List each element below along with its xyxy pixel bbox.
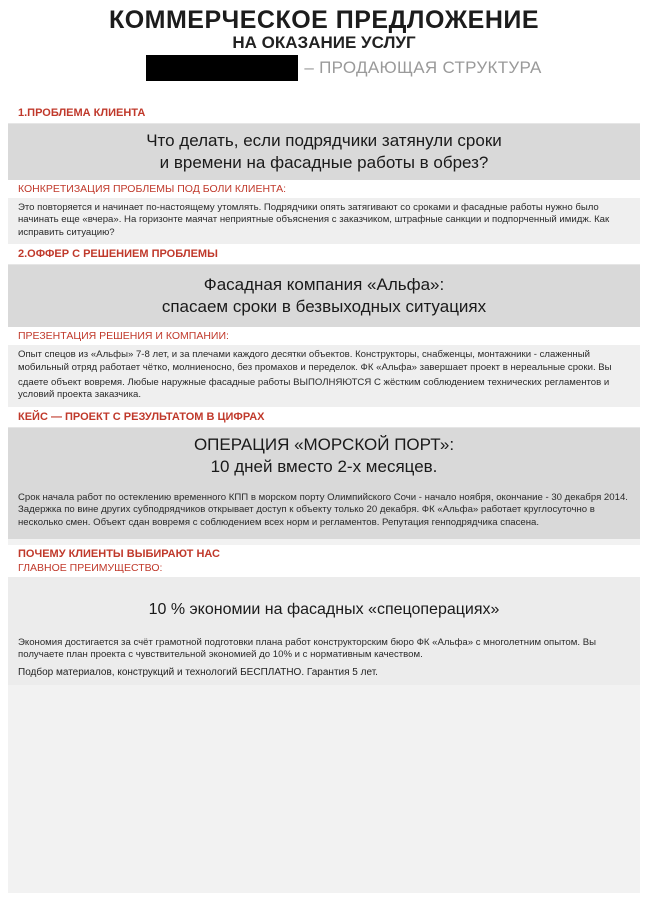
why-body: Экономия достигается за счёт грамотной подготовки плана работ конструкторским бюро ФК «Альфа» с многолетним опытом. Вы получаете план проекта с чувствительной экономией до 10% и с нормативным качеством. [18,637,596,661]
structure-text: – ПРОДАЮЩАЯ СТРУКТУРА [304,58,542,77]
headline-line: Фасадная компания «Альфа»: [203,275,445,295]
sub-title: НА ОКАЗАНИЕ УСЛУГ [232,33,416,52]
section-offer-band: 2.ОФФЕР С РЕШЕНИЕМ ПРОБЛЕМЫ [8,244,640,265]
why-footer: Подбор материалов, конструкций и технологий БЕСПЛАТНО. Гарантия 5 лет. [18,666,378,678]
main-title: КОММЕРЧЕСКОЕ ПРЕДЛОЖЕНИЕ [108,6,540,34]
section-problem-body: Это повторяется и начинает по-настоящему утомлять. Подрядчики опять затягивают со сроками и фасадные работы нужно было начинать еще «вчера». На горизонте маячат неприятные объяснения с заказчиком, штрафные санкции и подпорченный имидж. Как исправить ситуацию? [8,198,640,244]
case-body: Срок начала работ по остеклению временного КПП в морском порту Олимпийского Сочи - начало ноября, окончание - 30 декабря 2014. Задержка по вине других субподрядчиков открывает доступ к объекту только 20 декабря. ФК «Альфа» работает круглосуточно в несколько смен. Объект сдан вовремя с соблюдением всех норм и регламентов. Репутация генподрядчика спасена. [18,491,628,528]
body-paragraph: Опыт спецов из «Альфы» 7-8 лет, и за плечами каждого десятки объектов. Конструкторы, снабженцы, монтажники - слаженный мобильный отряд работает чётко, молниеносно, без промахов и переделок. ФК «Альфа» завершает проект в нереальные сроки. Вы [18,349,612,373]
section-case-band: КЕЙС — ПРОЕКТ С РЕЗУЛЬТАТОМ В ЦИФРАХ [8,407,640,428]
section-why-block [8,577,640,685]
case-subtitle: 10 дней вместо 2-х месяцев. [210,456,438,476]
structure-line [0,54,648,82]
section-offer-sublabel: ПРЕЗЕНТАЦИЯ РЕШЕНИЯ И КОМПАНИИ: [8,327,640,345]
section-problem-sublabel: КОНКРЕТИЗАЦИЯ ПРОБЛЕМЫ ПОД БОЛИ КЛИЕНТА: [8,180,640,198]
headline-line: Что делать, если подрядчики затянули сроки [146,131,502,150]
document-header [0,0,648,82]
headline-line: спасаем сроки в безвыходных ситуациях [161,297,487,317]
why-headline: 10 % экономии на фасадных «спецоперациях» [148,601,500,619]
case-title: ОПЕРАЦИЯ «МОРСКОЙ ПОРТ»: [193,434,455,454]
headline-line: и времени на фасадные работы в обрез? [159,153,489,172]
section-offer-headline [8,265,640,327]
offer-document [8,103,640,893]
section-why-sublabel: ГЛАВНОЕ ПРЕИМУЩЕСТВО: [8,561,640,577]
section-problem-band: 1.ПРОБЛЕМА КЛИЕНТА [8,103,640,124]
body-paragraph: сдаете объект вовремя. Любые наружные фасадные работы ВЫПОЛНЯЮТСЯ С жёстким соблюдением технических регламентов и условий проекта заказчика. [18,377,610,401]
section-case-block [8,428,640,539]
section-why-band: ПОЧЕМУ КЛИЕНТЫ ВЫБИРАЮТ НАС [8,545,640,561]
section-problem-headline [8,124,640,180]
redaction-box [146,55,298,81]
section-offer-body [8,345,640,407]
